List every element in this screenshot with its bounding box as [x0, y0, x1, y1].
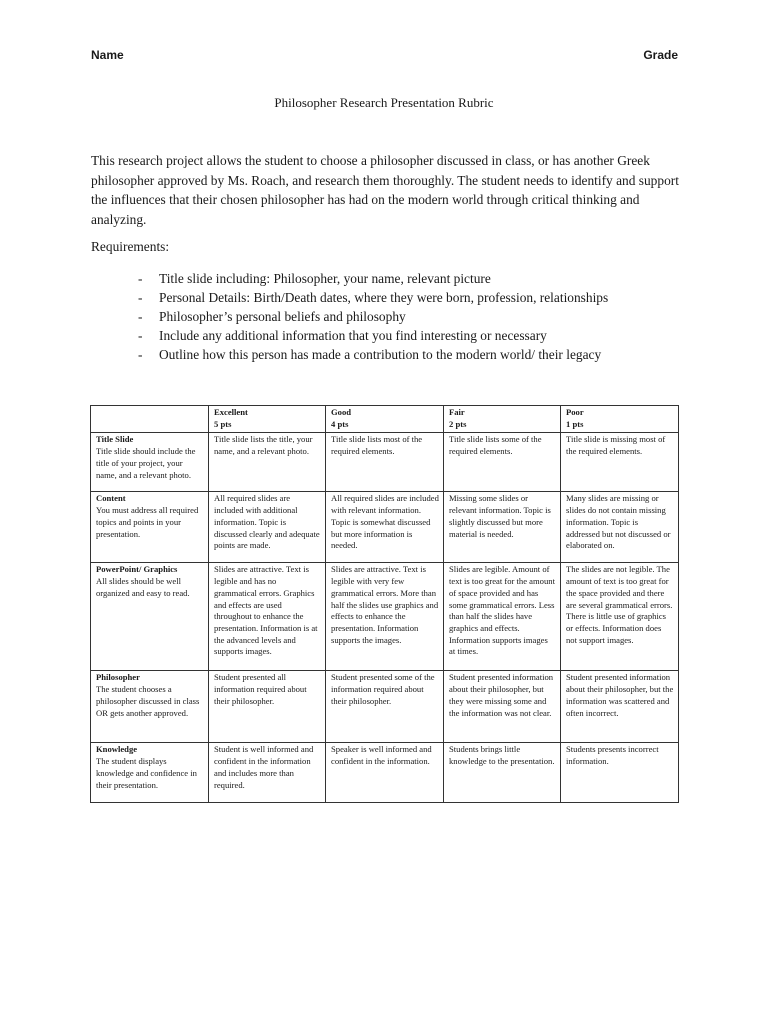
level-header: Poor 1 pts: [561, 406, 679, 433]
rubric-header-row: [91, 406, 679, 433]
rubric-row: [91, 563, 679, 671]
rubric-cell: Students presents incorrect information.: [561, 743, 679, 803]
criterion-cell: Philosopher The student chooses a philosopher discussed in class OR gets another approved.: [91, 671, 209, 743]
rubric-cell: Title slide lists most of the required elements.: [326, 433, 444, 492]
rubric-cell: Title slide lists some of the required elements.: [444, 433, 561, 492]
rubric-cell: Students brings little knowledge to the presentation.: [444, 743, 561, 803]
rubric-row: [91, 743, 679, 803]
document-title: Philosopher Research Presentation Rubric: [274, 95, 494, 110]
rubric-cell: Slides are attractive. Text is legible and has no grammatical errors. Graphics and effects are used throughout to enhance the presentation. Information is at the advanced levels and supports images.: [209, 563, 326, 671]
rubric-row: [91, 492, 679, 563]
level-header: Excellent 5 pts: [209, 406, 326, 433]
rubric-cell: Student presented information about their philosopher, but they were missing some and the information was not clear.: [444, 671, 561, 743]
rubric-row: [91, 671, 679, 743]
rubric-cell: Title slide is missing most of the required elements.: [561, 433, 679, 492]
name-label: Name: [91, 48, 124, 62]
requirements-label: Requirements:: [91, 239, 170, 254]
rubric-cell: Speaker is well informed and confident in the information.: [326, 743, 444, 803]
rubric-cell: Student is well informed and confident in the information and includes more than required.: [209, 743, 326, 803]
rubric-corner-cell: [91, 406, 209, 433]
rubric-cell: The slides are not legible. The amount of text is too great for the space provided and there are several grammatical errors. There is little use of graphics or effects. Information does not support images.: [561, 563, 679, 671]
rubric-cell: Title slide lists the title, your name, and a relevant photo.: [209, 433, 326, 492]
criterion-cell: Knowledge The student displays knowledge and confidence in their presentation.: [91, 743, 209, 803]
rubric-cell: Many slides are missing or slides do not contain missing information. Topic is addressed but not discussed or elaborated on.: [561, 492, 679, 563]
rubric-cell: Student presented all information required about their philosopher.: [209, 671, 326, 743]
requirements-list: [138, 269, 608, 364]
rubric-cell: Missing some slides or relevant information. Topic is slightly discussed but more material is needed.: [444, 492, 561, 563]
criterion-cell: PowerPoint/ Graphics All slides should be well organized and easy to read.: [91, 563, 209, 671]
requirement-item: - Personal Details: Birth/Death dates, where they were born, profession, relationships: [138, 290, 609, 305]
requirement-item: - Include any additional information that you find interesting or necessary: [138, 328, 547, 343]
rubric-row: [91, 433, 679, 492]
rubric-cell: Slides are attractive. Text is legible with very few grammatical errors. More than half the slides use graphics and effects to enhance the presentation. Information supports the images.: [326, 563, 444, 671]
rubric-cell: Slides are legible. Amount of text is too great for the amount of space provided and has some grammatical errors. Less than half the slides have graphics and effects. Information supports images at times.: [444, 563, 561, 671]
requirement-item: - Outline how this person has made a contribution to the modern world/ their legacy: [138, 347, 602, 362]
rubric-cell: All required slides are included with additional information. Topic is discussed clearly and adequate points are made.: [209, 492, 326, 563]
intro-paragraph: This research project allows the student to choose a philosopher discussed in class, or has another Greek philosopher approved by Ms. Roach, and research them thoroughly. The student needs to identify and support the influences that their chosen philosopher has had on the modern world through critical thinking and analyzing.: [91, 153, 679, 227]
requirement-item: - Philosopher’s personal beliefs and philosophy: [138, 309, 406, 324]
rubric-cell: All required slides are included with relevant information. Topic is somewhat discussed but more information is needed.: [326, 492, 444, 563]
grade-label: Grade: [643, 48, 678, 62]
rubric-table: [90, 405, 679, 803]
criterion-cell: Title Slide Title slide should include the title of your project, your name, and a relevant photo.: [91, 433, 209, 492]
rubric-cell: Student presented information about their philosopher, but the information was scattered and often incorrect.: [561, 671, 679, 743]
requirement-item: - Title slide including: Philosopher, your name, relevant picture: [138, 271, 491, 286]
level-header: Fair 2 pts: [444, 406, 561, 433]
criterion-cell: Content You must address all required topics and points in your presentation.: [91, 492, 209, 563]
rubric-cell: Student presented some of the information required about their philosopher.: [326, 671, 444, 743]
level-header: Good 4 pts: [326, 406, 444, 433]
